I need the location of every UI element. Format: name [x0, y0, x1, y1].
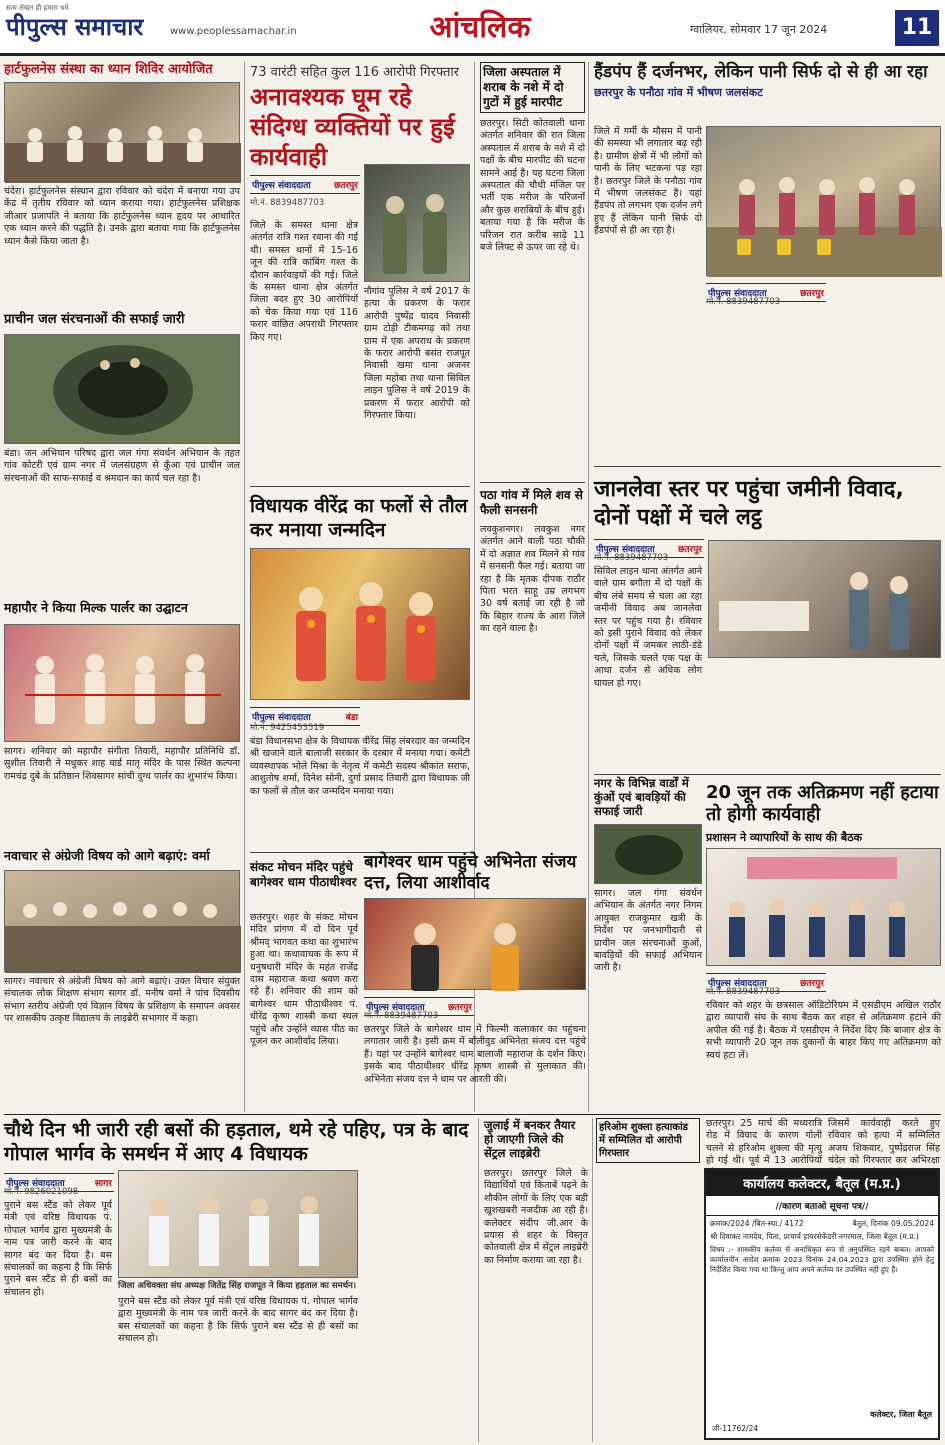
- headline-murder-case[interactable]: हरिओम शुक्ला हत्याकांड में सम्मिलित दो आरोपी गिरफ्तार: [596, 1118, 700, 1163]
- story-wells: [594, 776, 702, 1106]
- article-english-subject-body: सागर। नवाचार से अंग्रेजी विषय को आगे बढ़ाएं। उक्त विचार संयुक्त संचालक लोक शिक्षण संभाग सागर डॉ. मनीष वर्मा ने पांच दिवसीय संभाग स्तरीय अंग्रेजी एवं विज्ञान विषय के प्रशिक्षण के समापन अवसर पर शासकीय उत्कृष्ट विद्यालय के लाइब्रेरी सभागार में कहा।: [4, 976, 240, 1025]
- headline-wells[interactable]: नगर के विभिन्न वार्डों में कुंओं एवं बावड़ियों की सफाई जारी: [594, 776, 689, 818]
- column-rule: [244, 62, 245, 1112]
- reporter-phone: मो.नं. 8839487703: [706, 297, 781, 307]
- article-hospital-fight-body: छतरपुर। सिटी कोतवाली थाना अंतर्गत शनिवार की रात जिला अस्पताल में शराब के नशे में दो पक्षों के बीच मारपीट की घटना सामने आई है। यह घटना जिला अस्पताल की चौथी मंजिल पर भर्ती एक मरीज के परिजनों और कुछ शराबियों के बीच हुई। बताया गया है कि मरीज के परिजन रात करीब साढ़े 11 बजे लिफ्ट से ऊपर जा रहे थे।: [480, 118, 585, 254]
- byline: पीपुल्स संवाददाता बंडा: [250, 707, 360, 726]
- headline-encroachment[interactable]: 20 जून तक अतिक्रमण नहीं हटाया तो होगी कार्यवाही: [706, 782, 939, 825]
- police-illustration: [365, 165, 471, 283]
- hospital-illustration: [709, 541, 942, 659]
- article-bodies-found-body: लवकुशनगर। लवकुश नगर अंतर्गत आने वाली पठा चौकी में दो अज्ञात शव मिलने से गांव में सनसनी फैल गई। बताया जा रहा है कि मृतक दीपक राठौर पिता भरत साहू उम्र लगभग 30 वर्ष बताई जा रही है जो कि बिहार राज्य के आरा जिले का रहने वाला है।: [480, 524, 585, 635]
- headline-bus-strike[interactable]: चौथे दिन भी जारी रही बसों की हड़ताल, थमे रहे पहिए, पत्र के बाद गोपाल भार्गव के समर्थन में आए 4 विधायक: [4, 1119, 469, 1165]
- notice-signature: कलेक्टर, जिला बैतूल: [870, 1410, 932, 1419]
- story-murder-case: [596, 1118, 940, 1166]
- column-rule: [588, 62, 589, 1112]
- well-illustration: [5, 335, 241, 445]
- article-wells-body: सागर। जल गंगा संवर्धन अभियान के अंतर्गत नगर निगम आयुक्त राजकुमार खत्री के निर्देश पर जनभागीदारी से प्राचीन जल संरचनाओं कुओं, बावड़ियों की सफाई अभियान जारी है।: [594, 888, 702, 974]
- paper-logo[interactable]: [6, 4, 166, 48]
- notice-subheader: //कारण बताओ सूचना पत्र//: [706, 1196, 938, 1216]
- article-arrests-body: जिले के समस्त थाना क्षेत्र अंतर्गत रात्रि गश्त रवाना की गई थी। समस्त थानों में 15-16 जून की रात्रि कांबिंग गश्त के दौरान कार्रवाइयों की गई। जिले के समस्त थाना क्षेत्र अंतर्गत जिला बदर हुए 30 आरोपियों को चेक किया गया एवं 116 फरार वांछित अपराधी गिरफ्तार किए गए।: [250, 220, 358, 343]
- column-rule: [592, 1118, 593, 1442]
- notice-addressee: श्री दिवाकर नामदेव, पिता, प्राचार्य हायरसेकेंडरी नगरमाल, जिला बैतूल (म.प्र.): [710, 1232, 919, 1241]
- page-number: 11: [895, 10, 939, 46]
- notice-body: विषय :- शासकीय कर्तव्य से अनाधिकृत रूप से अनुपस्थित रहने बाबत। आपको कार्यालयीन आदेश क्रमांक 2023 दिनांक 24.04.2023 द्वारा उपस्थित होने हेतु निर्देशित किया गया था किन्तु आप अपने कर्तव्य पर उपस्थित नहीं हुए हैं।: [710, 1245, 934, 1274]
- byline: पीपुल्स संवाददाता छतरपुर: [250, 175, 360, 194]
- headline-sankat-mochan[interactable]: संकट मोचन मंदिर पहुंचे बागेश्वर धाम पीठाधीश्वर: [250, 860, 357, 889]
- headline-land-dispute[interactable]: जानलेवा स्तर पर पहुंचा जमीनी विवाद, दोनों पक्षों में चले लट्ठ: [594, 477, 904, 530]
- headline-english-subject[interactable]: नवाचार से अंग्रेजी विषय को आगे बढ़ाएं: वर्मा: [4, 848, 210, 863]
- reporter-phone: मो.नं. 9826021098: [4, 1187, 79, 1197]
- inauguration-illustration: [5, 625, 241, 743]
- reporter-phone: मो.नं. 8839487703: [706, 987, 781, 997]
- column-left: [4, 62, 240, 1110]
- section-rule: [4, 1114, 941, 1115]
- headline-mla-birthday[interactable]: विधायक वीरेंद्र का फलों से तौल कर मनाया जन्मदिन: [250, 495, 468, 541]
- reporter-phone: मो.नं. 9425453519: [250, 723, 325, 733]
- section-title: आंचलिक: [429, 10, 531, 45]
- story-divider: [250, 486, 470, 487]
- paper-url[interactable]: www.peoplessamachar.in: [170, 26, 297, 37]
- notice-code: जी-11762/24: [712, 1424, 759, 1433]
- photo-land-dispute: [708, 540, 941, 658]
- photo-sanjay-dutt: [364, 898, 586, 990]
- story-bus-strike: [4, 1118, 476, 1442]
- kicker-encroachment: प्रशासन ने व्यापारियों के साथ की बैठक: [706, 831, 863, 844]
- headline-sanjay-dutt[interactable]: बागेश्वर धाम पहुंचे अभिनेता संजय दत्त, लिया आशीर्वाद: [364, 852, 577, 893]
- birthday-illustration: [251, 549, 471, 701]
- article-bus-strike-body: पुराने बस स्टैंड को लेकर पूर्व मंत्री एवं वरिष्ठ विधायक पं. गोपाल भार्गव द्वारा मुख्यमंत्री के नाम पत्र जारी करने के बाद सागर बंद कर दिया है। बस संचालकों का कहना है कि सिर्फ पुराने बस स्टैंड से ही बसों का संचालन हो।: [4, 1200, 112, 1298]
- article-sanjay-dutt-body: छतरपुर जिले के बागेश्वर धाम में फिल्मी कलाकार का पहुंचना लगातार जारी है। इसी क्रम में बॉलीवुड अभिनेता संजय दत्त पहुंचे हैं। यहां पर उन्होंने बागेश्वर धाम बालाजी महाराज के दर्शन किए। इसके बाद पीठाधीश्वर धीरेंद्र कृष्ण शास्त्री से मुलाकात की। अभिनेता संजय दत्त ने धाम पर आरती की।: [364, 1024, 586, 1085]
- headline-milk-parlour[interactable]: महापौर ने किया मिल्क पार्लर का उद्घाटन: [4, 600, 188, 615]
- headline-handpump[interactable]: हैंडपंप हैं दर्जनभर, लेकिन पानी सिर्फ दो से ही आ रहा: [594, 62, 928, 82]
- headline-bodies-found[interactable]: पठा गांव में मिले शव से फैली सनसनी: [480, 488, 583, 517]
- column-rule: [478, 1118, 479, 1442]
- masthead: [0, 0, 945, 56]
- photo-training: [4, 870, 240, 972]
- water-queue-illustration: [707, 127, 942, 277]
- article-sankat-mochan-body: छतरपुर। शहर के संकट मोचन मंदिर प्रांगण में दो दिन पूर्व श्रीमद् भागवत कथा का शुभारंभ हुआ था। कथावाचक के रूप में धनुषधारी मंदिर के महंत राजेंद्र दास महाराज कथा श्रवण करा रहे हैं। शनिवार की शाम को बागेश्वर धाम पीठाधीश्वर पं. धीरेंद्र कृष्ण शास्त्री कथा स्थल पहुंचे और उन्होंने व्यास पीठ का पूजन कर आशीर्वाद लिया।: [250, 912, 358, 1048]
- headline-hospital-fight[interactable]: जिला अस्पताल में शराब के नशे में दो गुटों में हुई मारपीट: [480, 62, 585, 113]
- photo-water-crisis: [706, 126, 941, 276]
- article-mla-birthday-body: बंडा विधानसभा क्षेत्र के विधायक वीरेंद्र सिंह लंबरदार का जन्मदिन श्री खजाने वाले बालाजी सरकार के दरबार में मनाया गया। कमेटी व्यवस्थापक भोले मिश्रा के नेतृत्व में कमेटी सदस्य श्रीकांत सराफ, आशुतोष शर्मा, दिनेश सोनी, दुर्गा प्रसाद तिवारी द्वारा विधायक जी का फलों से तौल कर जन्मदिन मनाया गया।: [250, 736, 470, 797]
- byline: पीपुल्स संवाददाता सागर: [4, 1173, 114, 1192]
- reporter-phone: मो.नं. 8839487703: [364, 1011, 439, 1021]
- issue-date: ग्वालियर, सोमवार 17 जून 2024: [690, 23, 828, 36]
- meditation-illustration: [5, 83, 241, 183]
- group-illustration: [5, 871, 241, 973]
- story-divider: [480, 482, 585, 483]
- advocates-illustration: [119, 1171, 359, 1279]
- story-library: [484, 1118, 588, 1442]
- photo-wells: [594, 824, 702, 884]
- story-divider: [594, 466, 941, 467]
- article-water-structures-body: बंडा। जन अभियान परिषद द्वारा जल गंगा संवर्धन अभियान के तहत गांव कोटरी एवं ग्राम नगर में जलसंग्रहण से कुँआ एवं प्राचीन जल संरचनाओं की साफ-सफाई व श्रमदान का कार्य चल रहा है।: [4, 448, 240, 484]
- photo-meditation-camp: [4, 82, 240, 182]
- article-encroachment-body: रविवार को शहर के छत्रसाल ऑडिटोरियम में एसडीएम अखिल राठौर द्वारा व्यापारी संघ के साथ बैठक कर शहर से अतिक्रमण हटाने की अपील की गई है। बैठक में एसडीएम ने निर्देश दिए कि बाजार क्षेत्र के सभी व्यापारी 20 जून तक दुकानों के बाहर किए गए अतिक्रमण को स्वयं हटा लें।: [706, 1000, 941, 1061]
- byline: पीपुल्स संवाददाता छतरपुर: [706, 973, 826, 992]
- notice-reference: क्रमांक/2024 /बित-स्था./ 4172 बैतूल, दिनांक 09.05.2024: [710, 1219, 934, 1228]
- headline-suspicious-persons[interactable]: अनावश्यक घूम रहे संदिग्ध व्यक्तियों पर हुई कार्यवाही: [250, 83, 455, 171]
- photo-milk-parlour: [4, 624, 240, 742]
- paper-name: पीपुल्स समाचार: [6, 13, 144, 41]
- byline: पीपुल्स संवाददाता छतरपुर: [364, 997, 474, 1016]
- photo-mla-birthday: [250, 548, 470, 700]
- story-divider: [594, 774, 941, 775]
- article-land-dispute-body: सिविल लाइन थाना अंतर्गत आने वाले ग्राम बगौता में दो पक्षों के बीच लंबे समय से चला आ रहा जमीनी विवाद अब जानलेवा स्तर पर पहुंच गया है। रविवार को इसी पुराने विवाद को लेकर दोनों पक्षों में जमकर लाठी-डंडे चले, जिसके चलते एक पक्ष के आधा दर्जन से अधिक लोग घायल हो गए।: [594, 566, 702, 689]
- headline-heartfulness[interactable]: हार्टफुलनेस संस्था का ध्यान शिविर आयोजित: [4, 62, 213, 77]
- article-bus-strike-body-2: पुराने बस स्टैंड को लेकर पूर्व मंत्री एवं वरिष्ठ विधायक पं. गोपाल भार्गव द्वारा मुख्यमंत्री के नाम पत्र जारी करने के बाद सागर बंद कर दिया है। बस संचालकों का कहना है कि सिर्फ पुराने बस स्टैंड से ही बसों का संचालन हो।: [118, 1296, 358, 1345]
- byline: पीपुल्स संवाददाता छतरपुर: [594, 539, 704, 558]
- article-heartfulness-body: चंदेरा। हार्टफुलनेस संस्थान द्वारा रविवार को चंदेरा में बनाया गया उप केंद्र में तृतीय रविवार को ध्यान कराया गया। हार्टफुलनेस प्रशिक्षक जीआर प्रजापति ने बताया कि हार्टफुलनेस ध्यान हृदय पर आधारित एक ध्यान करने की पद्धति है। उनके द्वारा बताया गया कि हार्टफुलनेस ध्यान कैसे किया जाता है।: [4, 186, 240, 247]
- paper-tagline: सत्य लेखन ही हमारा धर्म: [6, 4, 69, 12]
- article-handpump-body: जिले में गर्मी के मौसम में पानी की समस्या भी लगातार बढ़ रही है। ग्रामीण क्षेत्रों में भी लोगों को पानी के लिए भटकना पड़ रहा है। छतरपुर जिले के पनौठा गांव में भीषण जलसंकट है। यहां हैंडपंप तो लगभग एक दर्जन लगे हुए हैं लेकिन पानी सिर्फ दो हैंडपंपों से ही आ रहा है।: [594, 126, 702, 237]
- reporter-phone: मो.नं. 8839487703: [594, 553, 669, 563]
- photo-advocates: [118, 1170, 358, 1278]
- photo-traders-meeting: [706, 848, 941, 966]
- notice-header: कार्यालय कलेक्टर, बैतूल (म.प्र.): [706, 1170, 938, 1196]
- article-library-body: छतरपुर। छतरपुर जिले के विद्यार्थियों एवं किताबें पढ़ने के शौकीन लोगों के लिए एक बड़ी खुशखबरी नजदीक आ रही है। कलेक्टर संदीप जी.आर के प्रयास से शहर के विस्तृत कोतवाली क्षेत्र में सेंट्रल लाइब्रेरी का निर्माण कराया जा रहा है।: [484, 1168, 588, 1266]
- kicker-arrests: 73 वारंटी सहित कुल 116 आरोपी गिरफ्तार: [250, 65, 460, 80]
- headline-water-structures[interactable]: प्राचीन जल संरचनाओं की सफाई जारी: [4, 312, 185, 327]
- meeting-illustration: [707, 849, 942, 967]
- photo-police: [364, 164, 470, 282]
- article-milk-parlour-body: सागर। शनिवार को महापौर संगीता तिवारी, महापौर प्रतिनिधि डॉ. सुशील तिवारी ने मधुकर शाह वार्ड मातृ मंदिर के पास स्थित कल्पना रामचंद्र दुबे के प्रतिष्ठान शिवसागर सांची दुग्ध पार्लर का शुभारंभ किया।: [4, 746, 240, 782]
- article-arrests-body-2: नौगांव पुलिस ने वर्ष 2017 के हत्या के प्रकरण के फरार आरोपी पुष्पेंद्र यादव निवासी ग्राम टोड़ी टीकमगढ़ को तथा ग्राम में एक अपराध के प्रकरण के फरार आरोपी बसंत राजपूत निवासी खमा थाना अजनर जिला महोबा तथा थाना सिविल लाइन पुलिस ने वर्ष 2019 के प्रकरण में फरार आरोपी को गिरफ्तार किया।: [364, 286, 470, 422]
- collector-notice: [704, 1168, 940, 1440]
- temple-visit-illustration: [365, 899, 587, 991]
- well-cleaning-illustration: [595, 825, 703, 885]
- photo-caption: जिला अधिवक्ता संघ अध्यक्ष जितेंद्र सिंह राजपूत ने किया हड़ताल का समर्थन।: [118, 1281, 357, 1291]
- reporter-phone: मो.नं. 8839487703: [250, 198, 325, 208]
- article-murder-case-body-2: जिसमें कार्यवाही करते हुए रविवार को हत्या में सम्मिलित अजय शिकवार, पुष्पेंद्रराज सिंह चंदेल को गिरफ्तार कर अभिरक्षा: [828, 1118, 940, 1167]
- photo-well: [4, 334, 240, 444]
- kicker-handpump: छतरपुर के पनौठा गांव में भीषण जलसंकट: [594, 86, 763, 99]
- headline-library[interactable]: जुलाई में बनकर तैयार हो जाएगी जिले की सेंट्रल लाइब्रेरी: [484, 1118, 576, 1160]
- byline: पीपुल्स संवाददाता छतरपुर: [706, 283, 826, 302]
- article-murder-case-body: छतरपुर। 25 मार्च की मध्यरात्रि रोड में विवाद के कारण गोली चलने से हरिओम शुक्ला की मृत्यु हो गई थी। पूर्व में 13 आरोपियों: [706, 1118, 822, 1167]
- story-sanjay-dutt: [364, 852, 586, 1110]
